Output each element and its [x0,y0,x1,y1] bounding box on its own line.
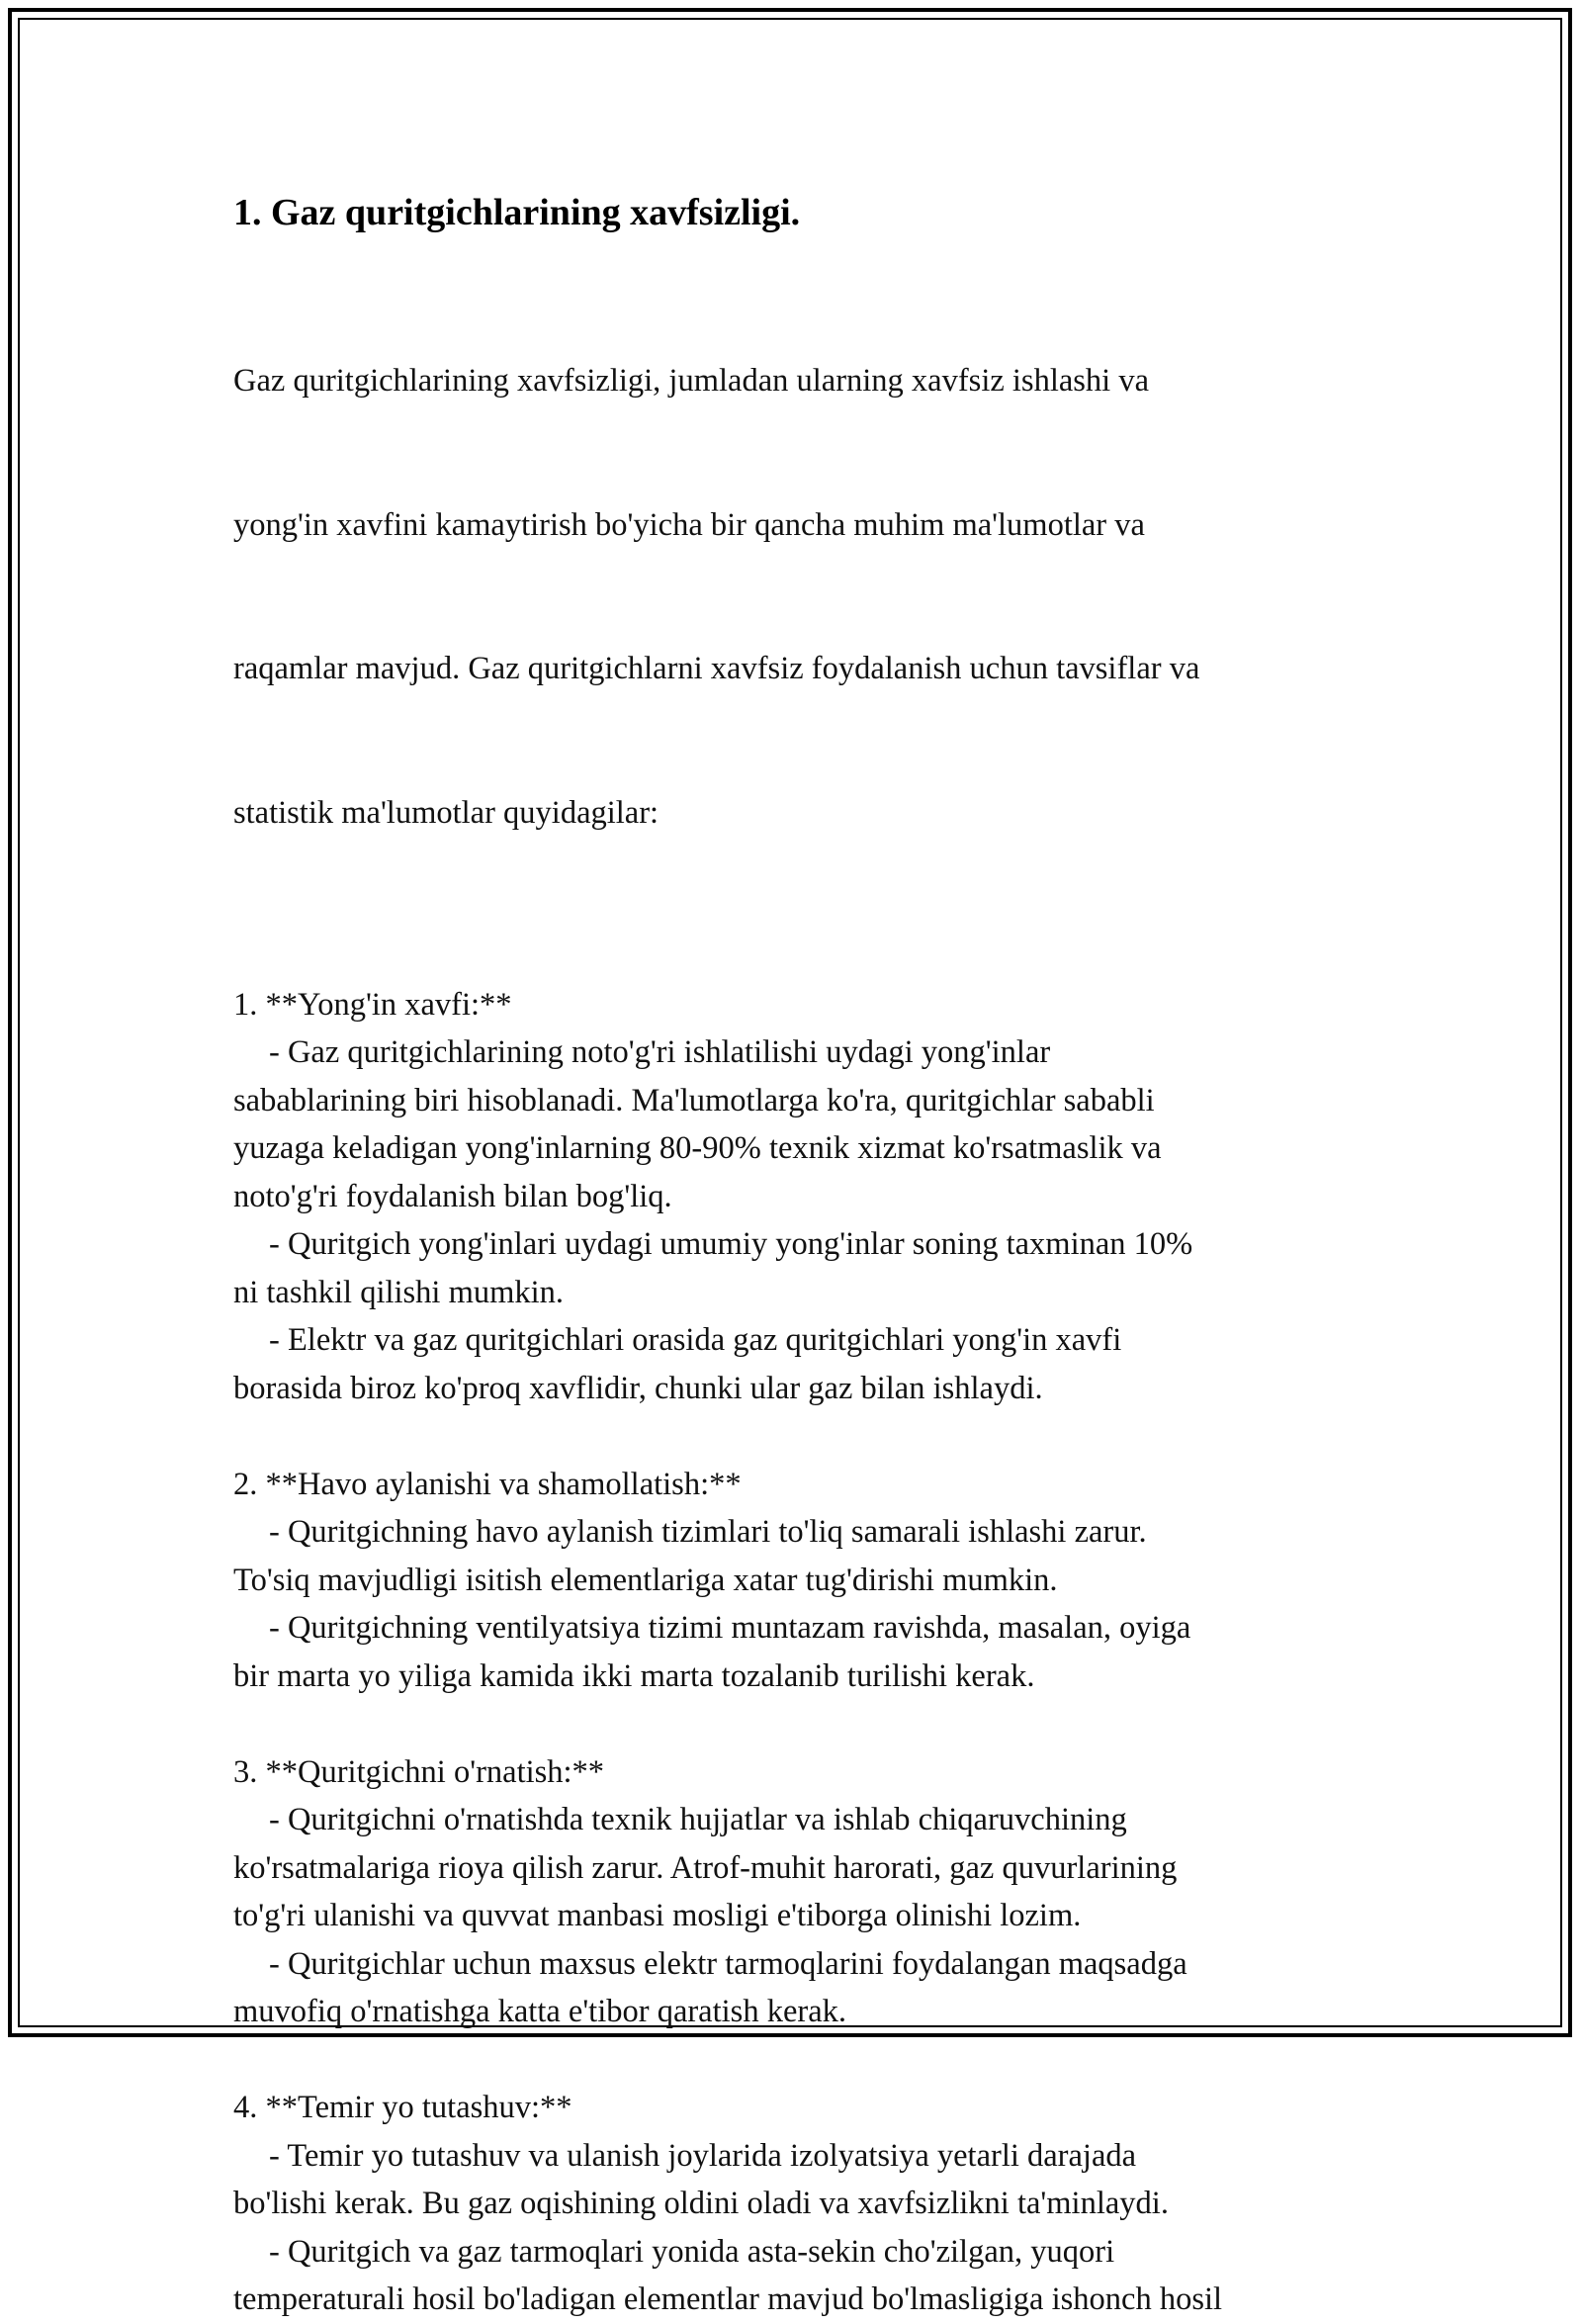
intro-line: yong'in xavfini kamaytirish bo'yicha bir qancha muhim ma'lumotlar va [233,506,1145,543]
blank-line [233,2036,1380,2085]
continuation-line: to'g'ri ulanishi va quvvat manbasi mosligi e'tiborga olinishi lozim. [233,1898,1082,1933]
continuation-line: bir marta yo yiliga kamida ikki marta tozalanib turilishi kerak. [233,1657,1035,1694]
section-heading: 2. **Havo aylanishi va shamollatish:** [233,1466,742,1502]
blank-line [233,933,1380,981]
blank-line [233,1700,1380,1748]
intro-line: Gaz quritgichlarining xavfsizligi, jumladan ularning xavfsiz ishlashi va [233,363,1150,399]
continuation-line: muvofiq o'rnatishga katta e'tibor qaratish kerak. [233,1994,846,2029]
intro-line: statistik ma'lumotlar quyidagilar: [233,794,659,831]
continuation-line: sabablarining biri hisoblanadi. Ma'lumotlarga ko'ra, quritgichlar sababli [233,1082,1155,1118]
continuation-line: ni tashkil qilishi mumkin. [233,1274,565,1310]
continuation-line: bo'lishi kerak. Bu gaz oqishining oldini oladi va xavfsizlikni ta'minlaydi. [233,2186,1169,2221]
bullet-line: - Gaz quritgichlarining noto'g'ri ishlatilishi uydagi yong'inlar [269,1034,1051,1070]
continuation-line: yuzaga keladigan yong'inlarning 80-90% texnik xizmat ko'rsatmaslik va [233,1130,1162,1166]
bullet-line: - Temir yo tutashuv va ulanish joylarida izolyatsiya yetarli darajada [269,2137,1137,2174]
bullet-line: - Quritgich yong'inlari uydagi umumiy yong'inlar soning taxminan 10% [269,1226,1193,1262]
bullet-line: - Elektr va gaz quritgichlari orasida gaz quritgichlari yong'in xavfi [269,1322,1122,1358]
continuation-line: ko'rsatmalariga rioya qilish zarur. Atrof-muhit harorati, gaz quvurlarining [233,1849,1178,1886]
continuation-line: noto'g'ri foydalanish bilan bog'liq. [233,1178,672,1214]
bullet-line: - Quritgichlar uchun maxsus elektr tarmoqlarini foydalangan maqsadga [269,1945,1187,1982]
continuation-line: To'siq mavjudligi isitish elementlariga xatar tug'dirishi mumkin. [233,1562,1058,1598]
blank-line [233,1412,1380,1461]
section-heading: 3. **Quritgichni o'rnatish:** [233,1753,605,1790]
sections-container [233,933,1380,2324]
continuation-line: temperaturali hosil bo'ladigan elementlar mavjud bo'lmasligiga ishonch hosil [233,2281,1223,2317]
bullet-line: - Quritgichning havo aylanish tizimlari to'liq samarali ishlashi zarur. [269,1514,1147,1550]
document-body [233,188,1380,2324]
section-block [233,1748,1380,2036]
bullet-line: - Quritgich va gaz tarmoqlari yonida asta-sekin cho'zilgan, yuqori [269,2233,1115,2270]
section-heading: 1. **Yong'in xavfi:** [233,986,512,1023]
continuation-line: borasida biroz ko'proq xavflidir, chunki ular gaz bilan ishlaydi. [233,1370,1043,1406]
section-block [233,2084,1380,2324]
section-heading: 4. **Temir yo tutashuv:** [233,2090,572,2125]
section-block [233,981,1380,1413]
document-title: 1. Gaz quritgichlarining xavfsizligi. [233,192,801,233]
bullet-line: - Quritgichni o'rnatishda texnik hujjatlar va ishlab chiqaruvchining [269,1802,1127,1837]
section-block [233,1461,1380,1701]
intro-paragraph [233,261,1380,933]
intro-line: raqamlar mavjud. Gaz quritgichlarni xavfsiz foydalanish uchun tavsiflar va [233,651,1200,686]
bullet-line: - Quritgichning ventilyatsiya tizimi muntazam ravishda, masalan, oyiga [269,1610,1191,1646]
